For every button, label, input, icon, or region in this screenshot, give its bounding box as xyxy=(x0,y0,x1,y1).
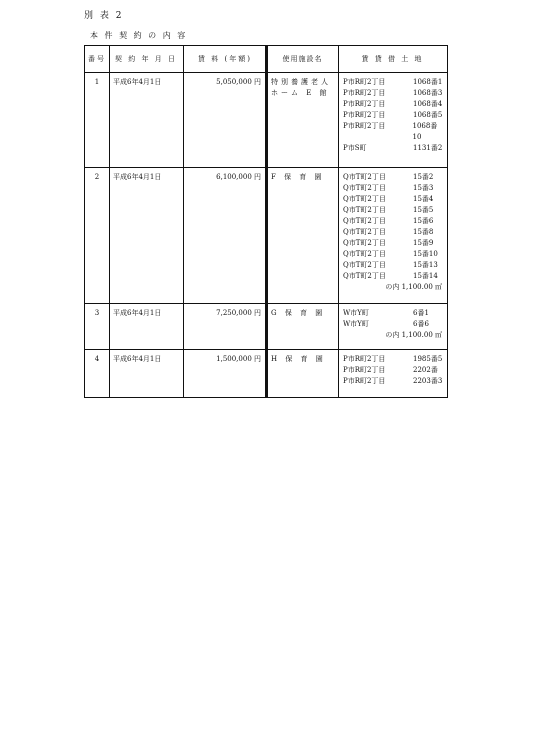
land-lot-number: 2202番 xyxy=(413,366,438,374)
leased-land xyxy=(339,304,448,350)
leased-land xyxy=(339,350,448,398)
table-row xyxy=(85,350,448,398)
land-location: W市Y町 xyxy=(343,320,369,328)
contract-date: 平成6年4月1日 xyxy=(110,350,184,398)
contract-date: 平成6年4月1日 xyxy=(110,168,184,304)
land-location: P市R町2丁目 xyxy=(343,366,386,374)
land-lot-number: 15番8 xyxy=(413,228,434,236)
table-header xyxy=(85,46,448,73)
land-lot-number: 15番4 xyxy=(413,195,434,203)
land-entry xyxy=(343,260,446,271)
table-row xyxy=(85,168,448,304)
table-caption: 本 件 契 約 の 内 容 xyxy=(90,31,188,40)
land-lot-number: 15番14 xyxy=(413,272,438,280)
land-lot-number: 1068番10 xyxy=(412,122,438,141)
land-lot-number: 1068番1 xyxy=(413,78,443,86)
land-entry xyxy=(343,88,446,99)
land-lot-number: 15番13 xyxy=(413,261,438,269)
row-number: 2 xyxy=(85,168,110,304)
land-lot-number: 6番1 xyxy=(413,309,429,317)
facility-name-line: G 保 育 園 xyxy=(271,309,326,317)
table-row xyxy=(85,304,448,350)
annual-rent: 5,050,000 円 xyxy=(184,73,267,168)
land-lot-number: 2203番3 xyxy=(413,377,443,385)
land-lot-number: 1985番5 xyxy=(413,355,443,363)
land-location: P市R町2丁目 xyxy=(343,111,386,119)
annual-rent: 6,100,000 円 xyxy=(184,168,267,304)
annual-rent: 1,500,000 円 xyxy=(184,350,267,398)
leased-land xyxy=(339,168,448,304)
land-entry xyxy=(343,216,446,227)
land-area-total: の内 1,100.00 ㎡ xyxy=(385,283,442,291)
land-lot-number: 1068番3 xyxy=(413,89,443,97)
land-entry xyxy=(343,365,446,376)
land-entry xyxy=(343,183,446,194)
facility-name xyxy=(267,73,339,168)
land-entry xyxy=(343,308,446,319)
land-entry xyxy=(343,77,446,88)
land-location: W市Y町 xyxy=(343,309,369,317)
land-lot-number: 1131番2 xyxy=(413,144,443,152)
land-location: P市R町2丁目 xyxy=(343,78,386,86)
land-lot-number: 1068番4 xyxy=(413,100,443,108)
land-lot-number: 6番6 xyxy=(413,320,429,328)
contract-table xyxy=(84,45,448,398)
facility-name-line: 特別養護老人 xyxy=(271,78,331,86)
land-lot-number: 15番3 xyxy=(413,184,434,192)
land-lot-number: 15番2 xyxy=(413,173,434,181)
land-entry xyxy=(343,354,446,365)
contract-date: 平成6年4月1日 xyxy=(110,73,184,168)
land-lot-number: 1068番5 xyxy=(413,111,443,119)
land-location: Q市T町2丁目 xyxy=(343,184,386,192)
land-location: P市S町 xyxy=(343,144,367,152)
land-entry xyxy=(343,143,446,154)
land-entry xyxy=(343,172,446,183)
land-entry xyxy=(343,121,446,143)
land-location: Q市T町2丁目 xyxy=(343,173,386,181)
land-entry xyxy=(343,249,446,260)
facility-name xyxy=(267,304,339,350)
row-number: 1 xyxy=(85,73,110,168)
leased-land xyxy=(339,73,448,168)
land-location: P市R町2丁目 xyxy=(343,355,386,363)
table-body xyxy=(85,73,448,398)
facility-name-line: F 保 育 園 xyxy=(271,173,325,181)
document-title: 別 表 2 xyxy=(84,11,124,21)
row-number: 4 xyxy=(85,350,110,398)
col-header-land: 賃 貸 借 土 地 xyxy=(339,46,448,73)
land-entry xyxy=(343,238,446,249)
col-header-facility: 使用施設名 xyxy=(267,46,339,73)
land-entry xyxy=(343,99,446,110)
facility-name xyxy=(267,168,339,304)
facility-name xyxy=(267,350,339,398)
land-entry xyxy=(343,271,446,282)
land-location: P市R町2丁目 xyxy=(343,122,386,130)
row-number: 3 xyxy=(85,304,110,350)
land-area-total: の内 1,100.00 ㎡ xyxy=(385,331,442,339)
land-entry xyxy=(343,376,446,387)
facility-name-line: H 保 育 園 xyxy=(271,355,326,363)
land-location: Q市T町2丁目 xyxy=(343,217,386,225)
annual-rent: 7,250,000 円 xyxy=(184,304,267,350)
land-location: Q市T町2丁目 xyxy=(343,228,386,236)
land-entry xyxy=(343,205,446,216)
land-location: P市R町2丁目 xyxy=(343,377,386,385)
col-header-no: 番号 xyxy=(85,46,110,73)
land-location: Q市T町2丁目 xyxy=(343,272,386,280)
land-location: Q市T町2丁目 xyxy=(343,195,386,203)
land-entry xyxy=(343,110,446,121)
land-lot-number: 15番5 xyxy=(413,206,434,214)
land-lot-number: 15番6 xyxy=(413,217,434,225)
col-header-rent: 賃 料 (年額) xyxy=(184,46,267,73)
land-location: P市R町2丁目 xyxy=(343,100,386,108)
land-location: P市R町2丁目 xyxy=(343,89,386,97)
facility-name-line: ホーム E 館 xyxy=(271,89,330,97)
col-header-date: 契 約 年 月 日 xyxy=(110,46,184,73)
land-entry xyxy=(343,194,446,205)
land-location: Q市T町2丁目 xyxy=(343,261,386,269)
contract-date: 平成6年4月1日 xyxy=(110,304,184,350)
land-lot-number: 15番10 xyxy=(413,250,438,258)
table-row xyxy=(85,73,448,168)
land-lot-number: 15番9 xyxy=(413,239,434,247)
land-location: Q市T町2丁目 xyxy=(343,239,386,247)
land-entry xyxy=(343,319,446,330)
land-location: Q市T町2丁目 xyxy=(343,250,386,258)
land-entry xyxy=(343,227,446,238)
land-location: Q市T町2丁目 xyxy=(343,206,386,214)
